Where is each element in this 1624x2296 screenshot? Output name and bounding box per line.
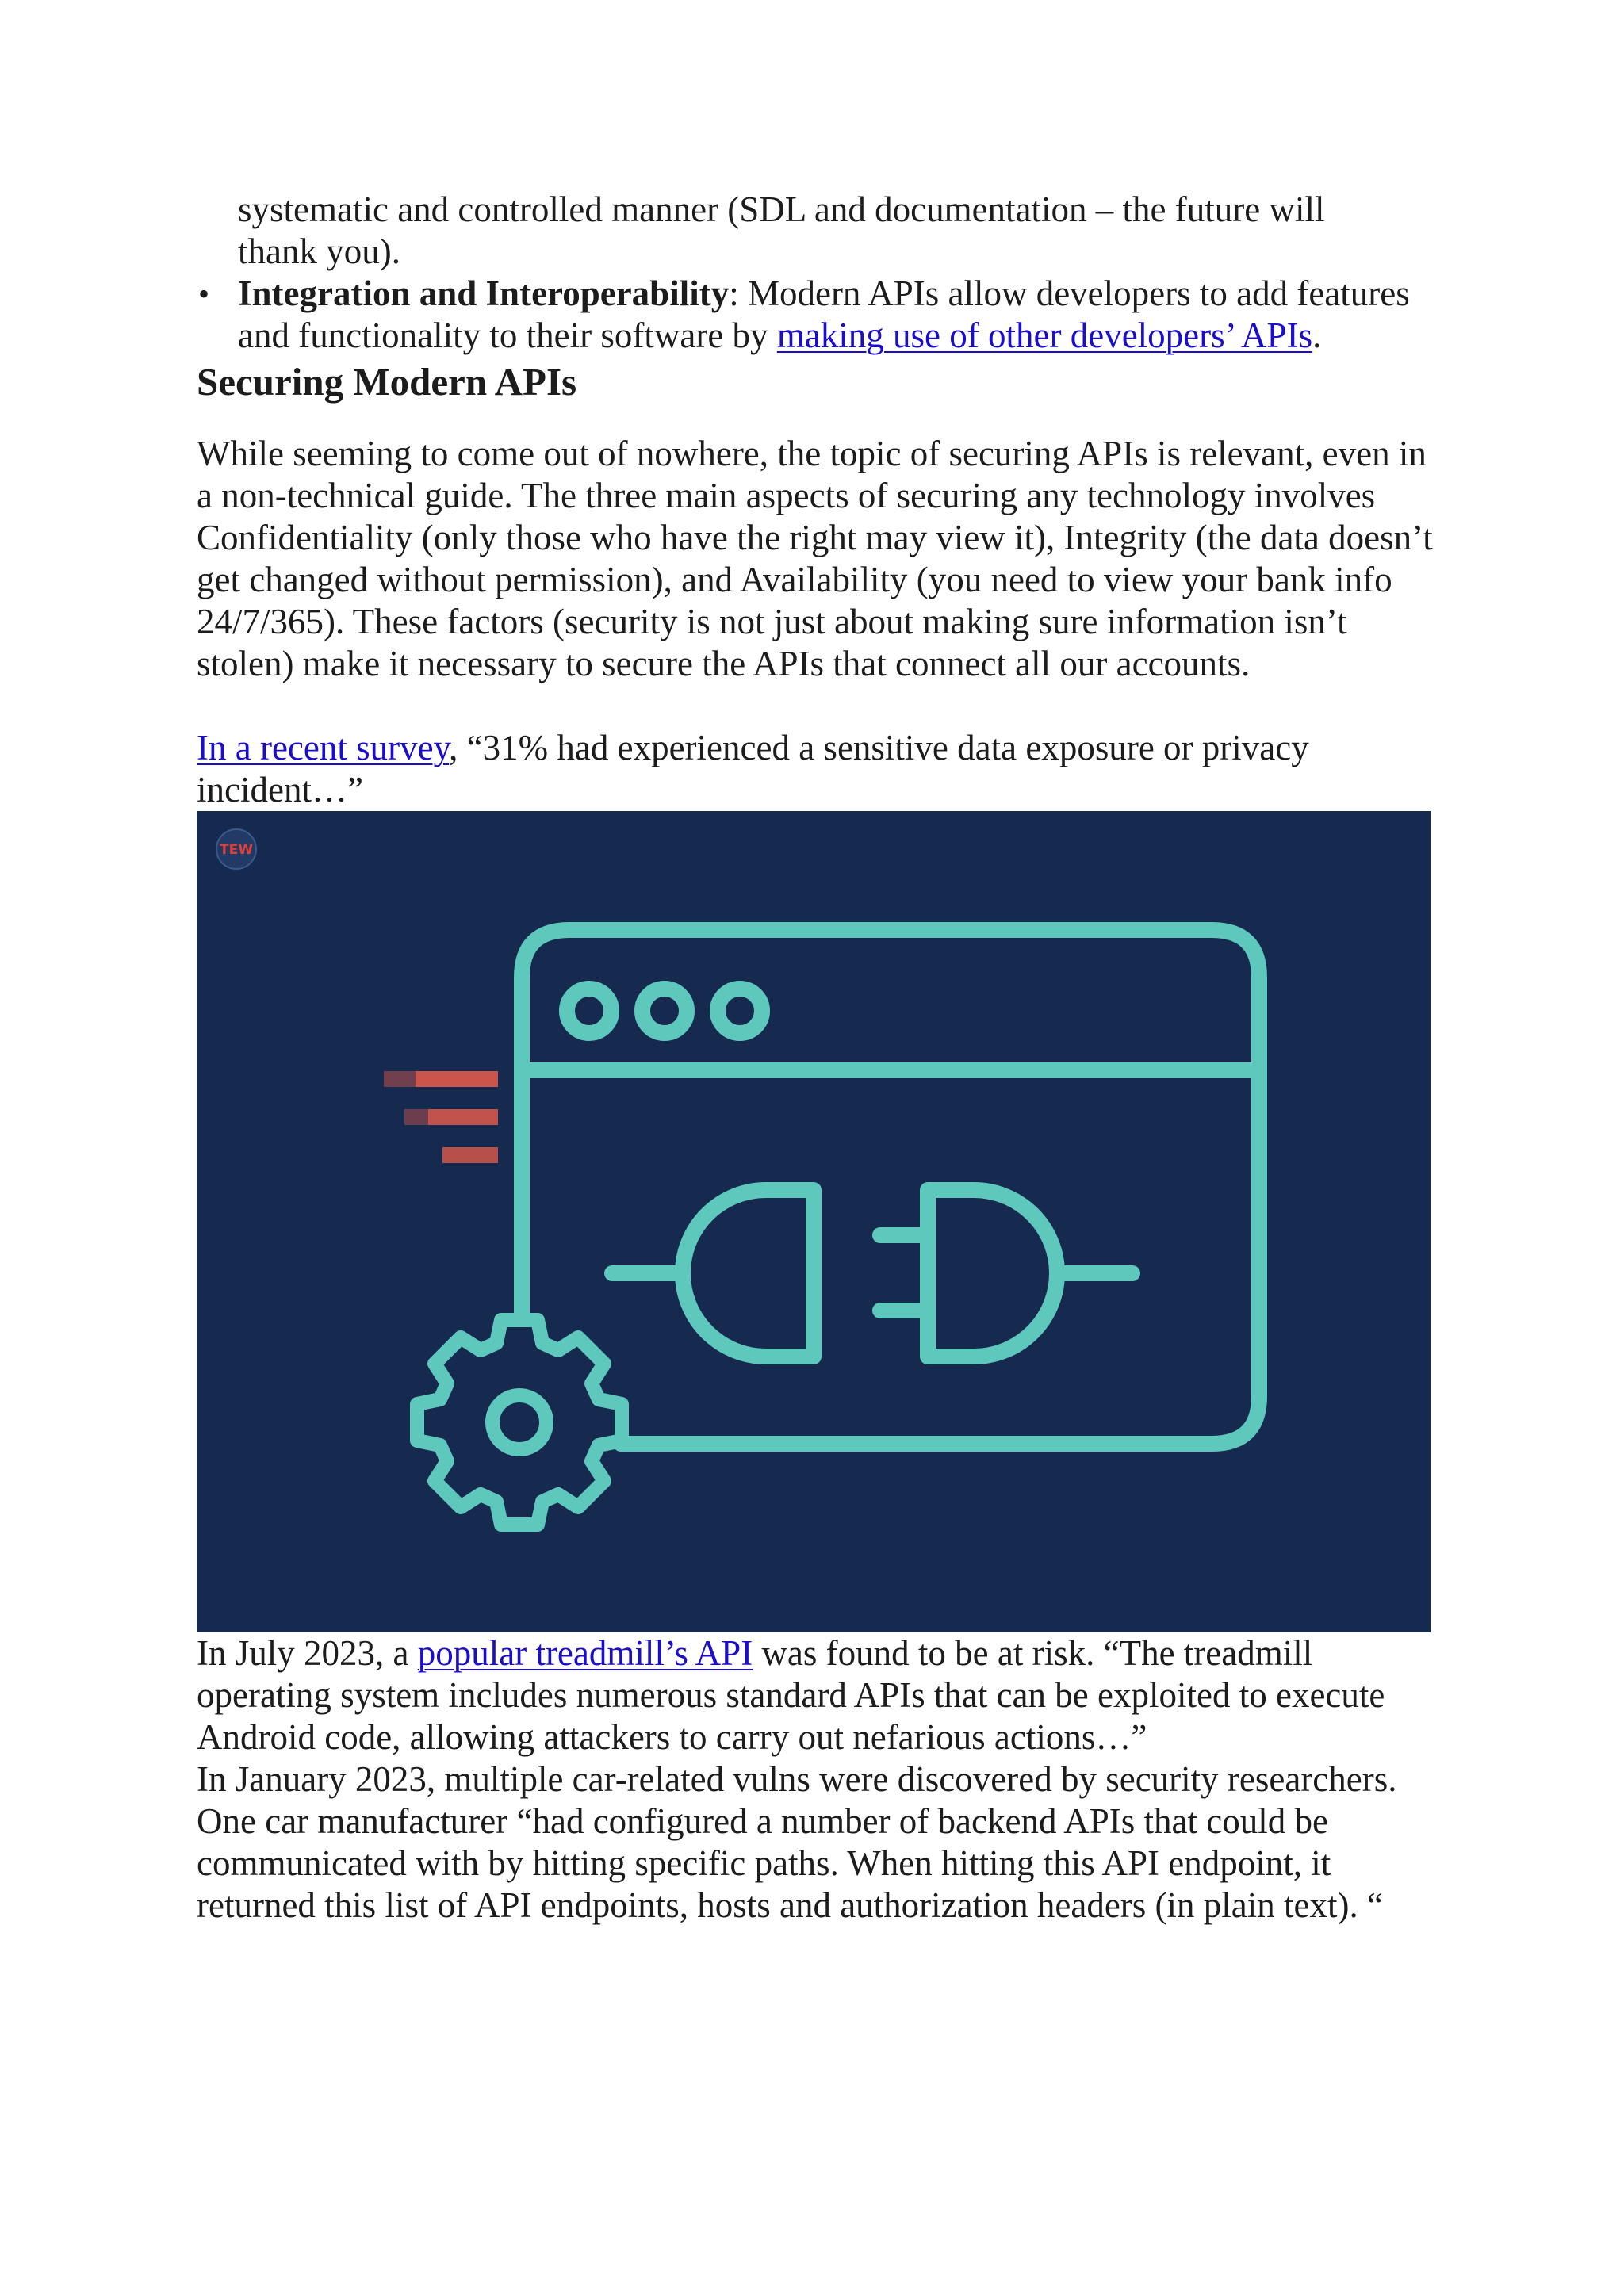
- paragraph-survey: [197, 727, 1434, 811]
- paragraph-gap: [197, 685, 1434, 727]
- survey-quote: , “31% had experienced a sensitive data exposure or privacy incident…”: [197, 728, 1309, 809]
- article-body: [197, 189, 1434, 1927]
- tew-logo: [216, 829, 256, 869]
- browser-window-icon: [522, 930, 1259, 1444]
- section-heading: Securing Modern APIs: [197, 360, 577, 404]
- paragraph-treadmill: [197, 1632, 1434, 1758]
- speed-lines-icon: [384, 1071, 498, 1163]
- intro-continuation-line-2: thank you).: [238, 232, 400, 271]
- treadmill-quote: was found to be at risk. “The treadmill operating system includes numerous standard APIs that can be exploited to execute Android code, allowing attackers to carry out nefarious actions…”: [197, 1633, 1385, 1757]
- logo-text: TEW: [220, 842, 253, 858]
- bullet-dot: •: [198, 276, 210, 312]
- bullet-integration-text: : Modern APIs allow developers to add features and functionality to their software by: [238, 274, 1410, 355]
- api-plug-illustration: [197, 811, 1431, 1632]
- plug-socket-icon: [612, 1190, 814, 1357]
- paragraph-cia: While seeming to come out of nowhere, the topic of securing APIs is relevant, even in a non-technical guide. The three main aspects of securing any technology involves Confidentiality (only those who have the right may view it), Integrity (the data doesn’t get changed without permission), and Availability (you need to view your bank info 24/7/365). These factors (security is not just about making sure information isn’t stolen) make it necessary to secure the APIs that connect all our accounts.: [197, 434, 1433, 683]
- bullet-integration-title: Integration and Interoperability: [238, 274, 730, 313]
- bullet-integration-period: .: [1312, 316, 1322, 355]
- paragraph-car: In January 2023, multiple car-related vulns were discovered by security researchers. One car manufacturer “had configured a number of backend APIs that could be communicated with by hitting specific paths. When hitting this API endpoint, it returned this list of API endpoints, hosts and authorization headers (in plain text). “: [197, 1759, 1397, 1925]
- intro-continuation-line-1: systematic and controlled manner (SDL and documentation – the future will: [238, 189, 1325, 229]
- api-security-illustration: [197, 811, 1431, 1632]
- treadmill-api-link[interactable]: popular treadmill’s API: [417, 1633, 753, 1673]
- developers-apis-link[interactable]: making use of other developers’ APIs: [776, 316, 1313, 355]
- treadmill-intro: In July 2023, a: [197, 1633, 418, 1673]
- gear-icon: [417, 1320, 622, 1525]
- recent-survey-link[interactable]: In a recent survey: [197, 728, 450, 767]
- plug-icon: [880, 1190, 1132, 1357]
- bullet-integration: [198, 273, 1434, 357]
